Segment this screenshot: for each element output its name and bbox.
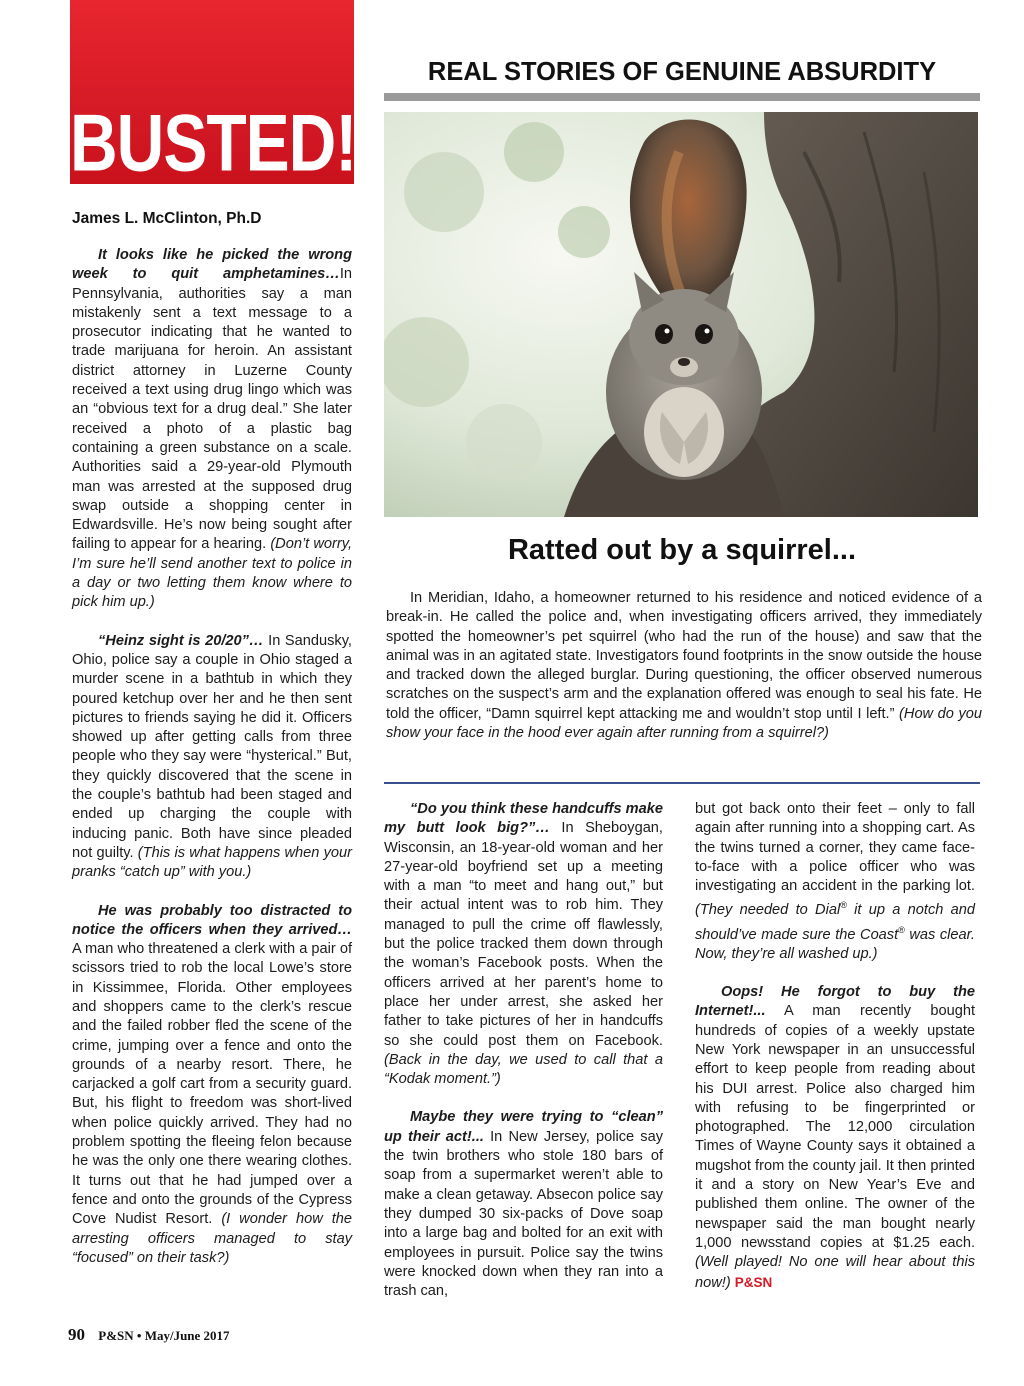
story-newspaper [695, 983, 975, 1293]
story-aside: (Back in the day, we used to call that a “Kodak moment.”) [384, 1051, 663, 1088]
banner-title: BUSTED! [70, 97, 357, 188]
story-soap-twins [384, 1108, 663, 1301]
busted-banner [70, 0, 357, 188]
section-divider [384, 782, 980, 784]
story-body: but got back onto their feet – only to fall again after running into a shopping cart. As the twins turned a corner, they came face-to-face with a police officer who was investigating an accident in the parking lot. [695, 801, 975, 895]
feature-body: In Meridian, Idaho, a homeowner returned to his residence and noticed evidence of a break-in. He called the police and, when investigating officers arrived, they immediately spotted the homeowner’s pet squirrel (who had the run of the house) and saw that the animal was in an agitated state. Investigators found footprints in the snow outside the house and tracked down the alleged burglar. During questioning, the officer observed numerous scratches on the suspect’s arm and the explanation offered was enough to seal his fate. He told the officer, “Damn squirrel kept attacking me and wouldn’t stop until I left.” [386, 590, 982, 722]
story-lead: He was probably too distracted to notice the officers when they arrived… [72, 902, 352, 938]
story-lead: Oops! He forgot to buy the Internet!... [695, 984, 975, 1020]
right-column [695, 800, 975, 1293]
feature-aside: (How do you show your face in the hood ever again after running from a squirrel?) [386, 705, 982, 742]
story-lead: “Do you think these handcuffs make my butt look big?”… [384, 801, 663, 837]
story-heinz [72, 632, 352, 883]
title-rule [384, 93, 980, 101]
story-handcuffs [384, 800, 663, 1089]
signoff-logo: P&SN [734, 1274, 773, 1290]
feature-story [386, 589, 982, 743]
feature-headline: Ratted out by a squirrel... [507, 534, 857, 566]
story-body: In Sheboygan, Wisconsin, an 18-year-old woman and her 27-year-old boyfriend set up a meeting with a man “to meet and hang out,” but their actual intent was to rob him. They managed to pull the crime off flawlessly, but the police tracked them down through the woman’s Facebook posts. When the officers arrived at her parent’s home to place her under arrest, she asked her father to take pictures of her in handcuffs so she could post them on Facebook. [384, 820, 663, 1049]
story-aside: (This is what happens when your pranks “catch up” with you.) [72, 844, 352, 881]
story-amphetamines [72, 246, 352, 613]
page-number: 90 [68, 1325, 85, 1344]
author-byline: James L. McClinton, Ph.D [72, 210, 262, 227]
squirrel-illustration [384, 112, 978, 517]
story-body: A man who threatened a clerk with a pair of scissors tried to rob the local Lowe’s store in Kissimmee, Florida. Other employees and shoppers came to the clerk’s rescue and the failed robber fled the scene of the crime, jumping over a fence and onto the grounds of a nearby resort. There, he carjacked a golf cart from a security guard. But, his flight to freedom was short-lived when police quickly arrived. They had no problem spotting the fleeing felon because he was the only one there wearing clothes. It turns out that he had jumped over a fence and onto the grounds of the Cypress Cove Nudist Resort. [72, 941, 352, 1228]
page-footer [68, 1325, 230, 1345]
section-title: REAL STORIES OF GENUINE ABSURDITY [427, 58, 937, 86]
registered-mark: ® [840, 900, 847, 911]
story-nudist-resort [72, 902, 352, 1269]
story-lead: “Heinz sight is 20/20”… [98, 632, 264, 649]
publication-issue: P&SN • May/June 2017 [98, 1328, 230, 1343]
story-body: In New Jersey, police say the twin brothers who stole 180 bars of soap from a supermarket weren’t able to make a clean getaway. Absecon police say they dumped 30 six-packs of Dove soap into a large bag and bolted for an exit with employees in pursuit. Police say the twins were knocked down when they ran into a trash can, [384, 1128, 663, 1300]
squirrel-photo [384, 112, 978, 517]
registered-mark: ® [898, 924, 905, 935]
story-aside: (Don’t worry, I’m sure he’ll send another text to police in a day or two letting them know where to pick him up.) [72, 536, 352, 611]
story-body: A man recently bought hundreds of copies of a weekly upstate New York newspaper in an unsuccessful effort to keep people from reading about his DUI arrest. Police also charged him with refusing to be fingerprinted or photographed. The 12,000 circulation Times of Wayne County says it obtained a mugshot from the county jail. It then printed it and a story on New Year’s Eve and published them online. The owner of the newspaper said the man bought nearly 1,000 newsstand copies at $1.25 each. [695, 1003, 976, 1251]
story-soap-twins-continued [695, 800, 975, 964]
story-aside: (They needed to Dial® it up a notch and should’ve made sure the Coast® was clear. Now, they’re all washed up.) [695, 900, 976, 962]
left-column [72, 246, 352, 1268]
story-aside: (Well played! No one will hear about this now!) [695, 1254, 975, 1291]
story-body: In Sandusky, Ohio, police say a couple in Ohio staged a murder scene in a bathtub in which they poured ketchup over her and he then sent pictures to friends saying he did it. Officers showed up after getting calls from three people who they say were “hysterical.” But, they quickly discovered that the scene in the couple’s bathtub had been staged and ended up charging the couple with inducing panic. Both have since pleaded not guilty. [72, 632, 352, 861]
story-lead: Maybe they were trying to “clean” up their act!... [384, 1109, 663, 1145]
story-lead: It looks like he picked the wrong week to quit amphetamines… [72, 247, 352, 283]
story-aside: (I wonder how the arresting officers managed to stay “focused” on their task?) [72, 1211, 352, 1266]
story-body: In Pennsylvania, authorities say a man mistakenly sent a text message to a prosecutor indicating that he wanted to trade marijuana for heroin. An assistant district attorney in Luzerne County received a text using drug lingo which was an “obvious text for a drug deal.” She later received a photo of a plastic bag containing a green substance on a scale. Authorities said a 29-year-old Plymouth man was arrested at the supposed drug swap outside a shopping center in Edwardsville. He’s now being sought after failing to appear for a hearing. [72, 266, 352, 553]
middle-column [384, 800, 663, 1301]
